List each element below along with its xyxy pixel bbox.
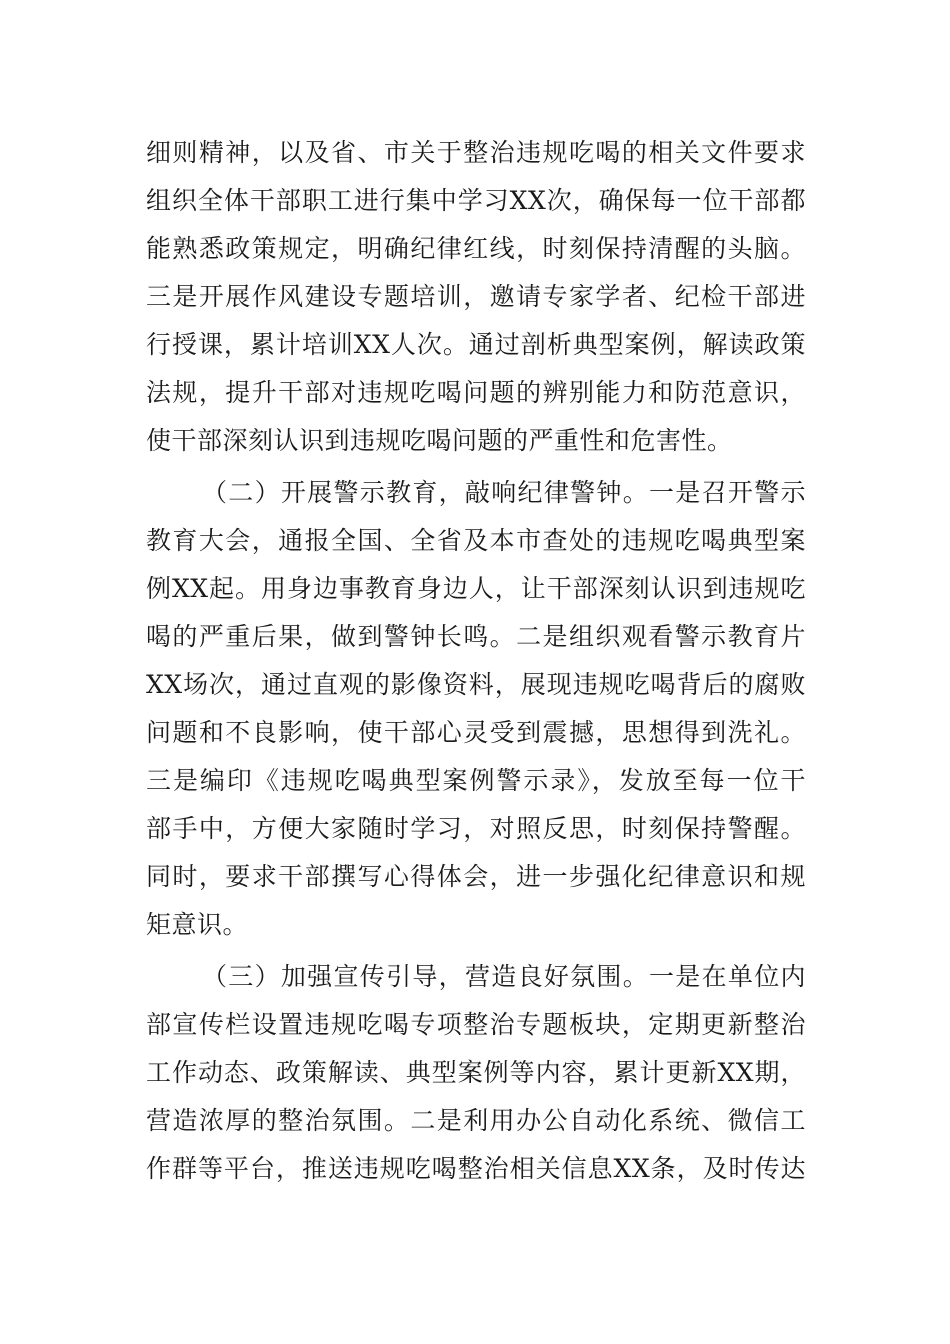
text-line: 教育大会，通报全国、全省及本市查处的违规吃喝典型案 [146,526,806,555]
text-line: 同时，要求干部撰写心得体会，进一步强化纪律意识和规 [146,862,806,891]
text-line: 例XX起。用身边事教育身边人，让干部深刻认识到违规吃 [146,574,806,603]
text-line: 问题和不良影响，使干部心灵受到震撼，思想得到洗礼。 [146,718,806,747]
text-line: 行授课，累计培训XX人次。通过剖析典型案例，解读政策 [146,330,806,359]
text-line: 部宣传栏设置违规吃喝专项整治专题板块，定期更新整治 [146,1010,806,1039]
text-line: 作群等平台，推送违规吃喝整治相关信息XX条，及时传达 [146,1154,806,1183]
text-line: XX场次，通过直观的影像资料，展现违规吃喝背后的腐败 [146,670,806,699]
text-line: 三是编印《违规吃喝典型案例警示录》，发放至每一位干 [146,766,806,795]
text-line: 组织全体干部职工进行集中学习XX次，确保每一位干部都 [146,186,806,215]
text-line: 使干部深刻认识到违规吃喝问题的严重性和危害性。 [146,426,733,455]
text-line: 矩意识。 [146,910,249,939]
text-line: 喝的严重后果，做到警钟长鸣。二是组织观看警示教育片 [146,622,806,651]
text-line: 营造浓厚的整治氛围。二是利用办公自动化系统、微信工 [146,1106,806,1135]
text-line: 三是开展作风建设专题培训，邀请专家学者、纪检干部进 [146,282,806,311]
text-line: 法规，提升干部对违规吃喝问题的辨别能力和防范意识， [146,378,806,407]
text-line: 细则精神，以及省、市关于整治违规吃喝的相关文件要求 [146,138,806,167]
text-line: 能熟悉政策规定，明确纪律红线，时刻保持清醒的头脑。 [146,234,806,263]
section-heading-line: （三）加强宣传引导，营造良好氛围。一是在单位内 [202,962,806,991]
text-line: 工作动态、政策解读、典型案例等内容，累计更新XX期， [146,1058,806,1087]
text-line: 部手中，方便大家随时学习，对照反思，时刻保持警醒。 [146,814,806,843]
section-heading-line: （二）开展警示教育，敲响纪律警钟。一是召开警示 [202,478,806,507]
